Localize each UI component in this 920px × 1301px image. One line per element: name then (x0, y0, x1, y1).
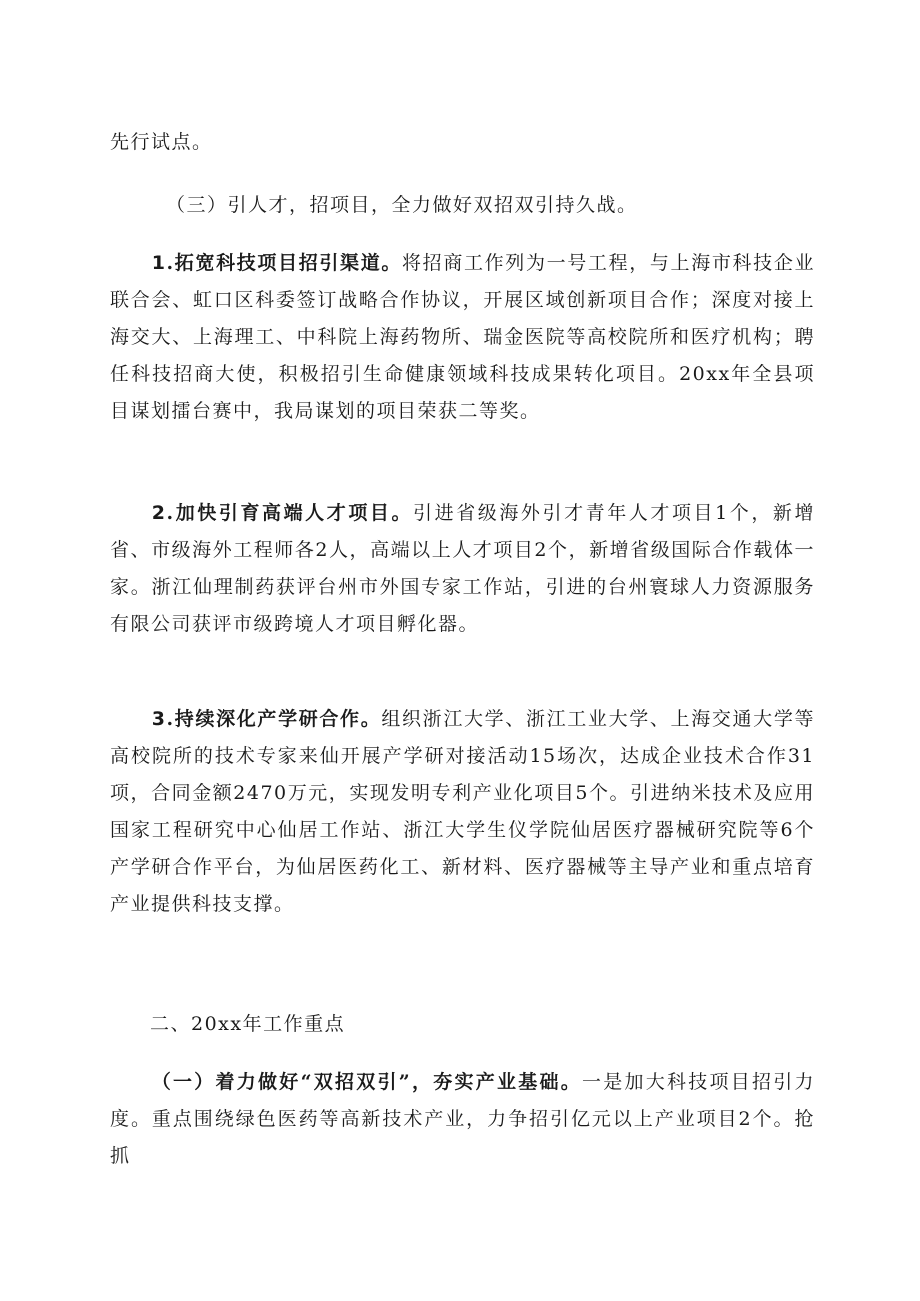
item-heading: .加快引育高端人才项目。 (166, 502, 414, 524)
paragraph-item-2 (110, 495, 815, 643)
paragraph-text: 先行试点。 (110, 131, 213, 153)
item-heading: .持续深化产学研合作。 (166, 708, 382, 730)
item-heading: .拓宽科技项目招引渠道。 (166, 252, 403, 274)
item-body: 引进省级海外引才青年人才项目1个，新增省、市级海外工程师各2人，高端以上人才项目2个，新增省级国际合作载体一家。浙江仙理制药获评台州市外国专家工作站，引进的台州寰球人力资源服务有限公司获评市级跨境人才项目孵化器。 (110, 502, 815, 635)
section-heading-text: （三）引人才，招项目，全力做好双招双引持久战。 (166, 194, 638, 216)
item-body: 一是加大科技项目招引力度。重点围绕绿色医药等高新技术产业，力争招引亿元以上产业项目2个。抢抓 (110, 1071, 815, 1167)
item-body: 组织浙江大学、浙江工业大学、上海交通大学等高校院所的技术专家来仙开展产学研对接活动15场次，达成企业技术合作31项，合同金额2470万元，实现发明专利产业化项目5个。引进纳米技术及应用国家工程研究中心仙居工作站、浙江大学生仪学院仙居医疗器械研究院等6个产学研合作平台，为仙居医药化工、新材料、医疗器械等主导产业和重点培育产业提供科技支撑。 (110, 708, 815, 915)
paragraph-item-3 (110, 701, 815, 923)
paragraph-item-4 (110, 1064, 815, 1175)
item-body: 将招商工作列为一号工程，与上海市科技企业联合会、虹口区科委签订战略合作协议，开展区域创新项目合作；深度对接上海交大、上海理工、中科院上海药物所、瑞金医院等高校院所和医疗机构；聘任科技招商大使，积极招引生命健康领域科技成果转化项目。20xx年全县项目谋划擂台赛中，我局谋划的项目荣获二等奖。 (110, 252, 815, 422)
section-heading-3 (166, 187, 816, 224)
paragraph-continuation (110, 124, 815, 161)
item-number: 2 (151, 502, 167, 524)
item-heading: （一）着力做好“双招双引”，夯实产业基础。 (151, 1071, 582, 1093)
section-heading-text: 二、20xx年工作重点 (150, 1013, 346, 1035)
item-number: 3 (151, 708, 167, 730)
item-number: 1 (151, 252, 167, 274)
section-heading-2 (150, 1006, 810, 1043)
paragraph-item-1 (110, 245, 815, 430)
